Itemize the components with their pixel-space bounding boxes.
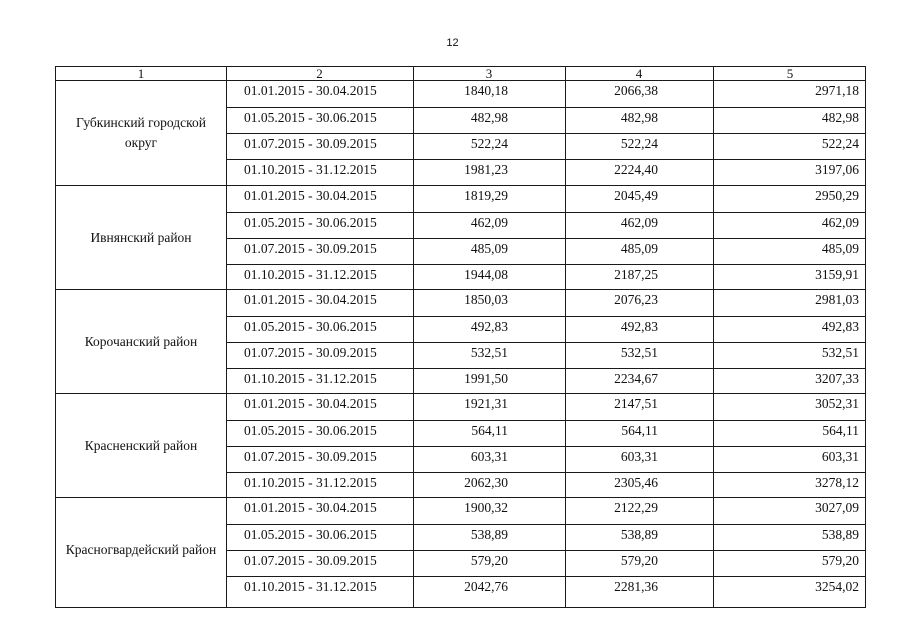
period-cell: 01.10.2015 - 31.12.2015 [244, 371, 377, 386]
period-cell: 01.01.2015 - 30.04.2015 [244, 292, 377, 307]
value-cell-col3: 564,11 [471, 423, 508, 438]
table-row [226, 368, 865, 394]
period-cell: 01.07.2015 - 30.09.2015 [244, 449, 377, 464]
period-cell: 01.01.2015 - 30.04.2015 [244, 188, 377, 203]
value-cell-col5: 3207,33 [815, 371, 859, 386]
period-cell: 01.10.2015 - 31.12.2015 [244, 267, 377, 282]
value-cell-col5: 462,09 [821, 215, 859, 230]
period-cell: 01.10.2015 - 31.12.2015 [244, 475, 377, 490]
district-name: Красногвардейский район [65, 541, 217, 557]
value-cell-col3: 485,09 [470, 241, 508, 256]
header-col-4: 4 [635, 66, 643, 81]
table-row [226, 550, 865, 576]
value-cell-col5: 3027,09 [815, 500, 859, 515]
table-row [226, 264, 865, 290]
table-row [226, 290, 865, 316]
table-row [226, 498, 865, 524]
column-divider [226, 67, 227, 607]
table-row [226, 576, 865, 602]
period-cell: 01.01.2015 - 30.04.2015 [244, 500, 377, 515]
value-cell-col3: 538,89 [470, 527, 508, 542]
value-cell-col3: 1991,50 [464, 371, 508, 386]
value-cell-col4: 2045,49 [614, 188, 658, 203]
table-row [226, 238, 865, 264]
value-cell-col5: 485,09 [821, 241, 859, 256]
table-row [226, 81, 865, 107]
district-name: Ивнянский район [90, 229, 192, 245]
value-cell-col4: 462,09 [620, 215, 658, 230]
value-cell-col4: 2076,23 [614, 292, 658, 307]
value-cell-col3: 603,31 [470, 449, 508, 464]
value-cell-col3: 1819,29 [464, 188, 508, 203]
value-cell-col5: 3159,91 [815, 267, 859, 282]
table-row [226, 212, 865, 238]
table-row [226, 186, 865, 212]
district-group [56, 289, 865, 393]
table-row [226, 472, 865, 498]
value-cell-col4: 2122,29 [614, 500, 658, 515]
value-cell-col5: 564,11 [822, 423, 859, 438]
district-group [56, 497, 865, 601]
value-cell-col4: 2147,51 [614, 396, 658, 411]
page-number: 12 [446, 37, 459, 49]
value-cell-col3: 1981,23 [464, 162, 508, 177]
value-cell-col5: 482,98 [821, 110, 859, 125]
value-cell-col5: 492,83 [821, 319, 859, 334]
period-cell: 01.01.2015 - 30.04.2015 [244, 83, 377, 98]
value-cell-col4: 2281,36 [614, 579, 658, 594]
column-divider [713, 67, 714, 607]
tariff-table [55, 66, 866, 608]
table-row [226, 133, 865, 159]
value-cell-col3: 1921,31 [464, 396, 508, 411]
table-row [226, 159, 865, 185]
value-cell-col4: 485,09 [620, 241, 658, 256]
district-name: Корочанский район [84, 333, 198, 349]
value-cell-col4: 564,11 [621, 423, 658, 438]
value-cell-col4: 2305,46 [614, 475, 658, 490]
value-cell-col3: 532,51 [470, 345, 508, 360]
period-cell: 01.10.2015 - 31.12.2015 [244, 579, 377, 594]
value-cell-col4: 492,83 [620, 319, 658, 334]
value-cell-col3: 2042,76 [464, 579, 508, 594]
value-cell-col5: 538,89 [821, 527, 859, 542]
value-cell-col3: 579,20 [470, 553, 508, 568]
value-cell-col5: 522,24 [821, 136, 859, 151]
value-cell-col4: 2066,38 [614, 83, 658, 98]
value-cell-col5: 3052,31 [815, 396, 859, 411]
value-cell-col5: 3278,12 [815, 475, 859, 490]
period-cell: 01.05.2015 - 30.06.2015 [244, 319, 377, 334]
value-cell-col3: 1900,32 [464, 500, 508, 515]
district-group [56, 393, 865, 497]
district-name: Красненский район [84, 437, 198, 453]
table-row [226, 316, 865, 342]
value-cell-col4: 2234,67 [614, 371, 658, 386]
value-cell-col3: 2062,30 [464, 475, 508, 490]
value-cell-col4: 2187,25 [614, 267, 658, 282]
district-name: Губкинский городской округ [76, 115, 206, 150]
table-row [226, 107, 865, 133]
period-cell: 01.05.2015 - 30.06.2015 [244, 110, 377, 125]
value-cell-col4: 2224,40 [614, 162, 658, 177]
value-cell-col3: 1944,08 [464, 267, 508, 282]
header-col-3: 3 [485, 66, 493, 81]
value-cell-col4: 603,31 [620, 449, 658, 464]
value-cell-col5: 3254,02 [815, 579, 859, 594]
value-cell-col5: 3197,06 [815, 162, 859, 177]
header-col-1: 1 [137, 66, 145, 81]
district-group [56, 185, 865, 289]
table-row [226, 394, 865, 420]
period-cell: 01.05.2015 - 30.06.2015 [244, 527, 377, 542]
value-cell-col4: 538,89 [620, 527, 658, 542]
period-cell: 01.07.2015 - 30.09.2015 [244, 241, 377, 256]
period-cell: 01.05.2015 - 30.06.2015 [244, 215, 377, 230]
district-group [56, 81, 865, 185]
period-cell: 01.07.2015 - 30.09.2015 [244, 553, 377, 568]
value-cell-col5: 532,51 [821, 345, 859, 360]
value-cell-col3: 1840,18 [464, 83, 508, 98]
value-cell-col4: 579,20 [620, 553, 658, 568]
value-cell-col5: 2981,03 [815, 292, 859, 307]
value-cell-col4: 522,24 [620, 136, 658, 151]
table-row [226, 524, 865, 550]
table-row [226, 446, 865, 472]
value-cell-col3: 462,09 [470, 215, 508, 230]
value-cell-col5: 579,20 [821, 553, 859, 568]
value-cell-col3: 522,24 [470, 136, 508, 151]
value-cell-col3: 492,83 [470, 319, 508, 334]
value-cell-col3: 482,98 [470, 110, 508, 125]
table-row [226, 342, 865, 368]
value-cell-col5: 603,31 [821, 449, 859, 464]
value-cell-col4: 532,51 [620, 345, 658, 360]
period-cell: 01.05.2015 - 30.06.2015 [244, 423, 377, 438]
value-cell-col5: 2971,18 [815, 83, 859, 98]
period-cell: 01.07.2015 - 30.09.2015 [244, 345, 377, 360]
header-col-2: 2 [316, 66, 323, 81]
table-header-row [56, 67, 865, 81]
value-cell-col4: 482,98 [620, 110, 658, 125]
value-cell-col5: 2950,29 [815, 188, 859, 203]
table-row [226, 420, 865, 446]
header-col-5: 5 [786, 66, 794, 81]
period-cell: 01.07.2015 - 30.09.2015 [244, 136, 377, 151]
column-divider [413, 67, 414, 607]
value-cell-col3: 1850,03 [464, 292, 508, 307]
column-divider [565, 67, 566, 607]
period-cell: 01.01.2015 - 30.04.2015 [244, 396, 377, 411]
period-cell: 01.10.2015 - 31.12.2015 [244, 162, 377, 177]
